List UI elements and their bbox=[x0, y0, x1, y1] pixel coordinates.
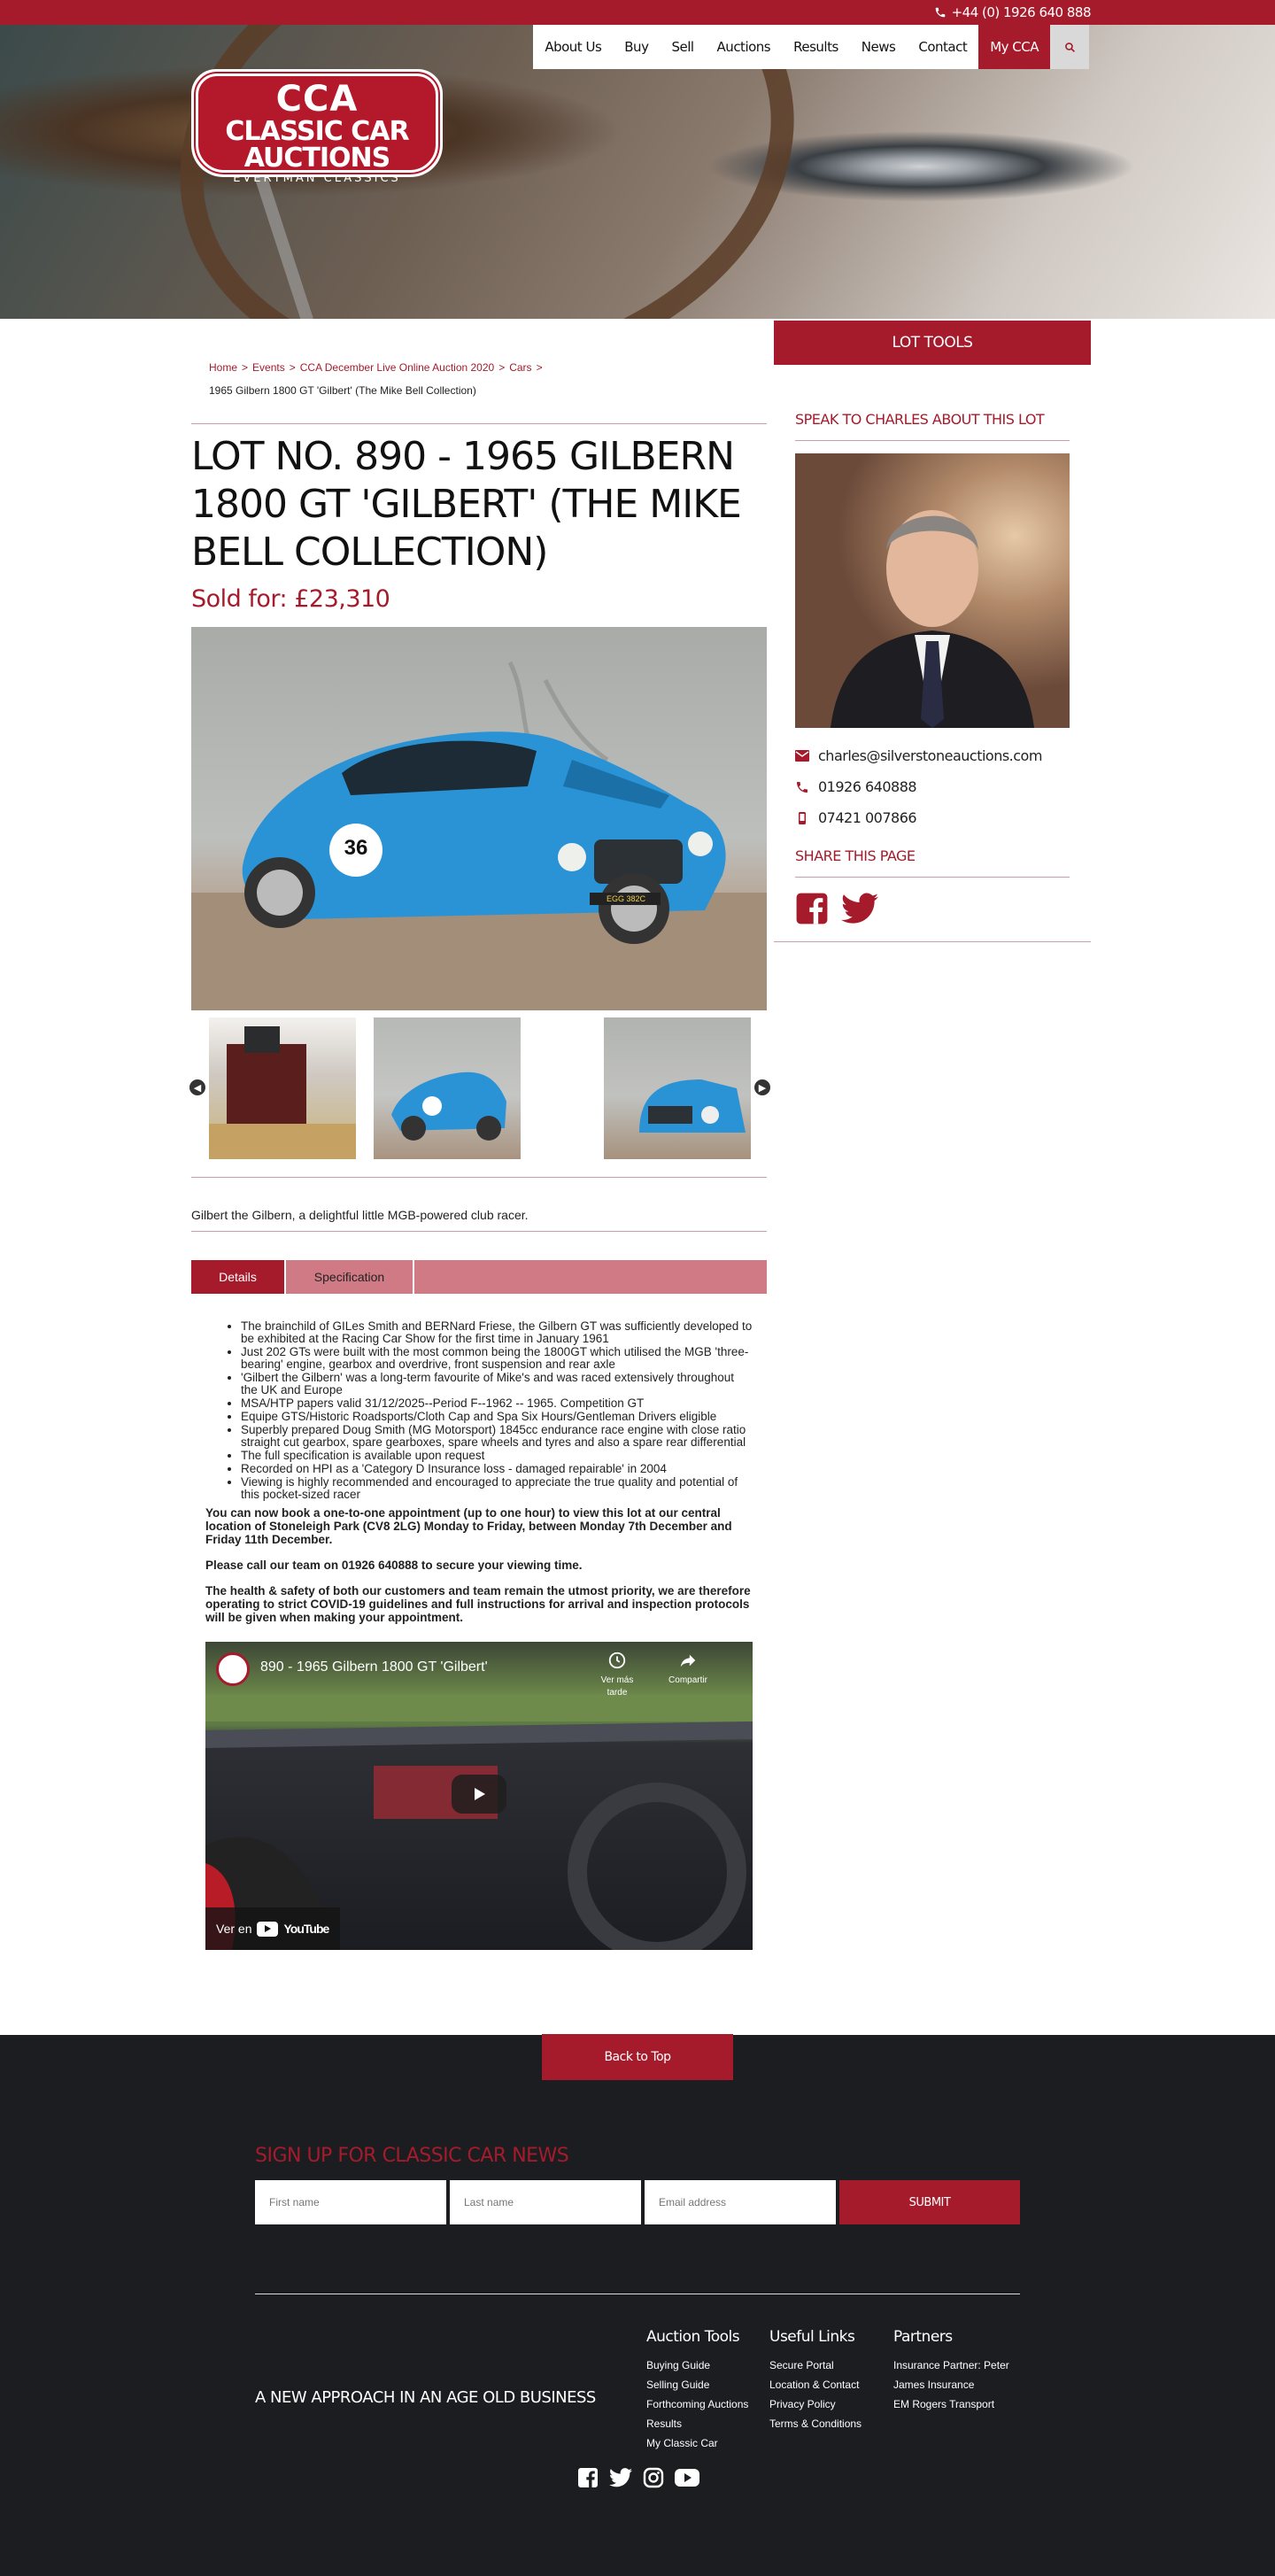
specialist-panel bbox=[795, 411, 1070, 942]
youtube-wordmark: YouTube bbox=[283, 1922, 329, 1936]
newsletter-heading: SIGN UP FOR CLASSIC CAR NEWS bbox=[255, 2145, 569, 2167]
phone-icon bbox=[934, 6, 947, 19]
footer-link-peter-james-insurance[interactable]: Insurance Partner: Peter James Insurance bbox=[893, 2359, 1009, 2391]
front-view-image bbox=[604, 1017, 751, 1159]
divider bbox=[191, 423, 767, 424]
lot-details bbox=[191, 1294, 767, 1950]
youtube-icon[interactable] bbox=[675, 2467, 699, 2488]
mobile-icon bbox=[795, 811, 809, 825]
search-icon bbox=[1064, 42, 1076, 53]
nav-sell[interactable]: Sell bbox=[671, 39, 694, 55]
share-section bbox=[795, 847, 1070, 942]
video-title[interactable]: 890 - 1965 Gilbern 1800 GT 'Gilbert' bbox=[260, 1659, 488, 1675]
specialist-email-link[interactable]: charles@silverstoneauctions.com bbox=[818, 747, 1042, 764]
engine-image bbox=[209, 1017, 356, 1159]
watch-later-button[interactable] bbox=[591, 1651, 644, 1699]
email-input[interactable] bbox=[645, 2180, 836, 2224]
useful-links-heading: Useful Links bbox=[769, 2328, 855, 2346]
breadcrumb-current: 1965 Gilbern 1800 GT 'Gilbert' (The Mike Bell Collection) bbox=[209, 384, 476, 397]
details-item: • Just 202 GTs were built with the most common being the 1800GT which utilised the MGB 'three-bearing' engine, gearbox and overdrive, front suspension and rear axle bbox=[241, 1346, 753, 1371]
logo-cca: CCA bbox=[275, 79, 359, 120]
channel-avatar[interactable] bbox=[216, 1652, 250, 1686]
site-logo[interactable] bbox=[191, 69, 443, 185]
partners-heading: Partners bbox=[893, 2328, 953, 2346]
car-number: 36 bbox=[344, 836, 368, 860]
details-item: • Superbly prepared Doug Smith (MG Motorsport) 1845cc endurance race engine with close ratio straight cut gearbox, spare gearboxes, spare wheels and tyres and also a spare rear differential bbox=[241, 1424, 753, 1449]
details-item: • Viewing is highly recommended and encouraged to appreciate the true quality and potential of this pocket-sized racer bbox=[241, 1476, 753, 1501]
twitter-icon[interactable] bbox=[609, 2467, 632, 2488]
footer-link-my-classic-car[interactable]: My Classic Car bbox=[646, 2437, 718, 2449]
details-item: • 'Gilbert the Gilbern' was a long-term favourite of Mike's and was raced extensively throughout the UK and Europe bbox=[241, 1372, 753, 1396]
facebook-icon[interactable] bbox=[577, 2467, 599, 2488]
footer-link-privacy-policy[interactable]: Privacy Policy bbox=[769, 2398, 836, 2410]
specialist-mobile-link[interactable]: 07421 007866 bbox=[818, 809, 917, 826]
footer-tagline: A NEW APPROACH IN AN AGE OLD BUSINESS bbox=[255, 2388, 596, 2407]
back-to-top-button[interactable]: Back to Top bbox=[542, 2034, 733, 2080]
share-video-button[interactable] bbox=[661, 1651, 715, 1687]
thumbnail-side-view[interactable] bbox=[374, 1017, 521, 1159]
carousel-prev-arrow[interactable]: ◀ bbox=[189, 1079, 205, 1095]
newsletter-submit-button[interactable]: SUBMIT bbox=[839, 2180, 1020, 2224]
details-item: • The full specification is available upon request bbox=[241, 1450, 753, 1462]
thumbnail-front-view[interactable] bbox=[604, 1017, 751, 1159]
footer-link-buying-guide[interactable]: Buying Guide bbox=[646, 2359, 711, 2371]
car-number-plate: EGG 382C bbox=[606, 894, 646, 903]
lot-column bbox=[191, 319, 767, 1950]
auction-tools-heading: Auction Tools bbox=[646, 2328, 740, 2346]
lot-tabs bbox=[191, 1260, 767, 1294]
footer-col-useful-links bbox=[769, 2327, 885, 2433]
breadcrumb-auction[interactable]: CCA December Live Online Auction 2020 bbox=[299, 361, 495, 374]
thumbnail-engine[interactable] bbox=[209, 1017, 356, 1159]
first-name-input[interactable] bbox=[255, 2180, 446, 2224]
details-item: • Recorded on HPI as a 'Category D Insurance loss - damaged repairable' in 2004 bbox=[241, 1463, 753, 1475]
clock-icon bbox=[607, 1651, 627, 1670]
breadcrumb: Home > Events > CCA December Live Online Auction 2020 > Cars > 1965 Gilbern 1800 GT 'Gilbert' (The Mike Bell Collection) bbox=[209, 361, 543, 397]
watch-on-youtube[interactable] bbox=[205, 1907, 340, 1950]
footer-social-icons bbox=[577, 2467, 699, 2488]
top-bar bbox=[0, 0, 1275, 25]
nav-search-button[interactable] bbox=[1050, 25, 1089, 69]
twitter-icon[interactable] bbox=[841, 892, 878, 925]
share-arrow-icon bbox=[678, 1651, 698, 1670]
tab-specification[interactable]: Specification bbox=[286, 1260, 414, 1294]
footer-link-results[interactable]: Results bbox=[646, 2417, 683, 2430]
nav-news[interactable]: News bbox=[861, 39, 896, 55]
viewing-appointment-text: You can now book a one-to-one appointment (up to one hour) to view this lot at our central location of Stoneleigh Park (CV8 2LG) Monday to Friday, between Monday 7th December and Friday 11th December. bbox=[205, 1506, 732, 1546]
hero-banner bbox=[0, 25, 1275, 319]
facebook-icon[interactable] bbox=[795, 892, 829, 925]
details-item: • The brainchild of GILes Smith and BERNard Friese, the Gilbern GT was sufficiently developed to be exhibited at the Racing Car Show for the first time in January 1961 bbox=[241, 1320, 753, 1345]
logo-subtitle: EVERYMAN CLASSICS bbox=[233, 172, 401, 185]
lot-title: LOT NO. 890 - 1965 GILBERN 1800 GT 'GILBERT' (THE MIKE BELL COLLECTION) bbox=[191, 434, 741, 575]
car-illustration bbox=[191, 627, 767, 1010]
email-icon bbox=[795, 750, 809, 762]
share-video-label: Compartir bbox=[668, 1675, 707, 1685]
lot-summary: Gilbert the Gilbern, a delightful little MGB-powered club racer. bbox=[191, 1208, 529, 1222]
site-footer bbox=[0, 2035, 1275, 2576]
speak-heading: SPEAK TO CHARLES ABOUT THIS LOT bbox=[795, 411, 1070, 441]
watch-later-label: Ver más tarde bbox=[600, 1675, 634, 1698]
share-heading: SHARE THIS PAGE bbox=[795, 847, 1070, 878]
main-content bbox=[0, 319, 1275, 2035]
specialist-contact bbox=[795, 747, 1070, 826]
youtube-video[interactable] bbox=[205, 1642, 753, 1950]
divider bbox=[191, 1231, 767, 1232]
instagram-icon[interactable] bbox=[643, 2467, 664, 2488]
watch-on-label: Ver en bbox=[216, 1922, 252, 1936]
footer-link-selling-guide[interactable]: Selling Guide bbox=[646, 2379, 710, 2391]
viewing-call-text: Please call our team on 01926 640888 to secure your viewing time. bbox=[205, 1559, 583, 1572]
carousel-next-arrow[interactable]: ▶ bbox=[754, 1079, 770, 1095]
last-name-input[interactable] bbox=[450, 2180, 641, 2224]
footer-link-terms-conditions[interactable]: Terms & Conditions bbox=[769, 2417, 862, 2430]
specialist-photo bbox=[795, 453, 1070, 728]
footer-link-secure-portal[interactable]: Secure Portal bbox=[769, 2359, 834, 2371]
details-item: • Equipe GTS/Historic Roadsports/Cloth Cap and Spa Six Hours/Gentleman Drivers eligible bbox=[241, 1411, 753, 1423]
play-icon bbox=[470, 1785, 488, 1803]
side-view-image bbox=[374, 1017, 521, 1159]
nav-about-us[interactable]: About Us bbox=[545, 39, 602, 55]
nav-contact[interactable]: Contact bbox=[918, 39, 968, 55]
top-phone-link[interactable]: +44 (0) 1926 640 888 bbox=[951, 4, 1091, 20]
sold-price: Sold for: £23,310 bbox=[191, 585, 390, 613]
main-lot-image[interactable] bbox=[191, 627, 767, 1010]
specialist-portrait bbox=[795, 453, 1070, 728]
details-item: • MSA/HTP papers valid 31/12/2025--Period F--1962 -- 1965. Competition GT bbox=[241, 1397, 753, 1410]
sidebar bbox=[774, 319, 1091, 942]
phone-icon bbox=[795, 780, 809, 794]
breadcrumb-events[interactable]: Events bbox=[252, 361, 285, 374]
breadcrumb-home[interactable]: Home bbox=[209, 361, 238, 374]
covid-guidelines-text: The health & safety of both our customers and team remain the utmost priority, we are therefore operating to strict COVID-19 guidelines and full instructions for arrival and inspection protocols will be given when making your appointment. bbox=[205, 1584, 751, 1624]
newsletter-form bbox=[255, 2180, 1020, 2224]
tab-details[interactable]: Details bbox=[191, 1260, 286, 1294]
nav-results[interactable]: Results bbox=[793, 39, 838, 55]
nav-buy[interactable]: Buy bbox=[624, 39, 649, 55]
nav-auctions[interactable]: Auctions bbox=[716, 39, 771, 55]
footer-col-partners bbox=[893, 2327, 1026, 2414]
play-button[interactable] bbox=[452, 1775, 506, 1814]
footer-col-auction-tools bbox=[646, 2327, 761, 2453]
footer-link-em-rogers-transport[interactable]: EM Rogers Transport bbox=[893, 2398, 995, 2410]
main-nav bbox=[533, 25, 1089, 69]
specialist-phone-link[interactable]: 01926 640888 bbox=[818, 778, 917, 795]
logo-name: CLASSIC CAR AUCTIONS bbox=[225, 116, 409, 174]
details-list bbox=[205, 1320, 753, 1501]
breadcrumb-cars[interactable]: Cars bbox=[509, 361, 532, 374]
youtube-logo-icon bbox=[257, 1922, 278, 1937]
lot-tools-button[interactable]: LOT TOOLS bbox=[774, 321, 1091, 365]
footer-link-forthcoming-auctions[interactable]: Forthcoming Auctions bbox=[646, 2398, 749, 2410]
share-icons bbox=[774, 878, 1091, 942]
footer-link-location-contact[interactable]: Location & Contact bbox=[769, 2379, 860, 2391]
nav-my-cca[interactable]: My CCA bbox=[978, 25, 1050, 69]
thumbnail-carousel bbox=[191, 1017, 767, 1177]
